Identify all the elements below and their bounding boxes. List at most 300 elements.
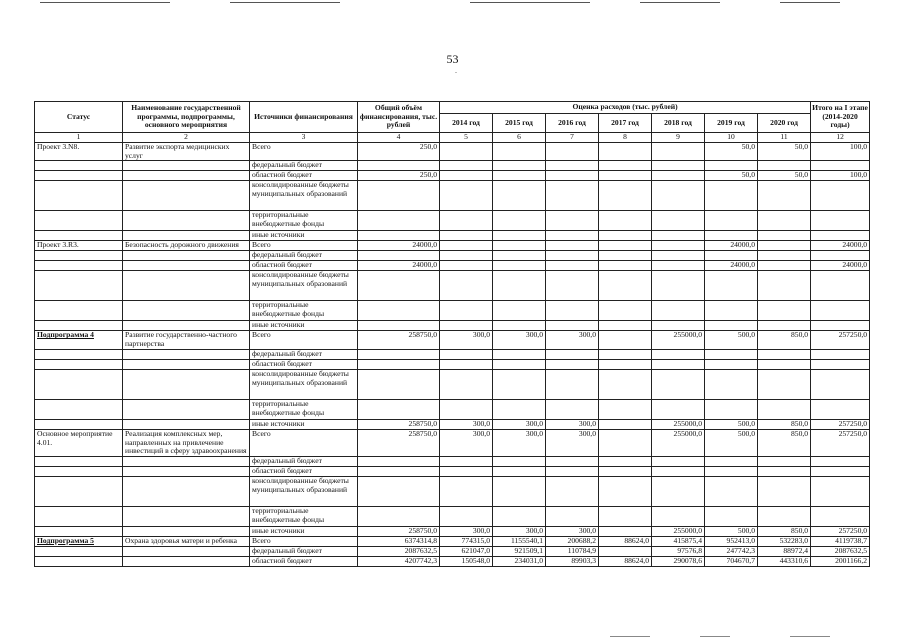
value-cell	[652, 369, 705, 399]
value-cell: 24000,0	[705, 261, 758, 271]
table-row	[35, 241, 870, 251]
name-cell	[123, 251, 250, 261]
table-row	[35, 419, 870, 429]
value-cell	[758, 349, 811, 359]
value-cell: 2001166,2	[811, 557, 870, 567]
source-cell: федеральный бюджет	[250, 457, 358, 467]
name-cell: Развитие экспорта медицинских услуг	[123, 143, 250, 161]
name-cell	[123, 527, 250, 537]
value-cell	[493, 181, 546, 211]
value-cell	[599, 457, 652, 467]
column-number: 7	[546, 133, 599, 143]
name-cell: Безопасность дорожного движения	[123, 241, 250, 251]
value-cell	[652, 161, 705, 171]
value-cell	[652, 349, 705, 359]
value-cell	[758, 271, 811, 301]
value-cell	[546, 231, 599, 241]
table-row	[35, 429, 870, 456]
status-cell	[35, 211, 123, 231]
status-cell	[35, 241, 123, 251]
value-cell	[811, 211, 870, 231]
table-row	[35, 527, 870, 537]
table-row	[35, 399, 870, 419]
value-cell	[599, 251, 652, 261]
status-cell	[35, 231, 123, 241]
scan-bottom-rule	[790, 636, 830, 637]
table-row	[35, 143, 870, 161]
table-row	[35, 369, 870, 399]
table-row	[35, 161, 870, 171]
value-cell: 300,0	[546, 527, 599, 537]
value-cell	[493, 241, 546, 251]
value-cell: 88624,0	[599, 537, 652, 547]
value-cell	[358, 321, 440, 331]
value-cell	[758, 457, 811, 467]
value-cell: 290078,6	[652, 557, 705, 567]
value-cell: 774315,0	[440, 537, 493, 547]
page-mark: .	[455, 66, 457, 75]
value-cell	[758, 231, 811, 241]
status-label: Проект 3.R3.	[37, 240, 79, 250]
status-cell	[35, 171, 123, 181]
value-cell	[493, 211, 546, 231]
value-cell	[546, 457, 599, 467]
value-cell	[599, 211, 652, 231]
column-number: 11	[758, 133, 811, 143]
value-cell	[599, 231, 652, 241]
value-cell	[705, 359, 758, 369]
value-cell	[440, 171, 493, 181]
status-cell	[35, 301, 123, 321]
name-cell: Реализация комплексных мер, направленных на привлечение инвестиций в сферу здравоохранения	[123, 429, 250, 456]
value-cell	[440, 211, 493, 231]
status-cell	[35, 399, 123, 419]
name-cell	[123, 261, 250, 271]
source-cell: консолидированные бюджеты муниципальных образований	[250, 271, 358, 301]
value-cell	[440, 507, 493, 527]
source-cell: федеральный бюджет	[250, 251, 358, 261]
value-cell: 6374314,8	[358, 537, 440, 547]
table-row	[35, 271, 870, 301]
value-cell	[493, 251, 546, 261]
value-cell: 257250,0	[811, 331, 870, 349]
value-cell	[546, 181, 599, 211]
value-cell: 300,0	[440, 331, 493, 349]
status-cell	[35, 467, 123, 477]
year-header: 2017 год	[599, 114, 652, 133]
value-cell	[652, 467, 705, 477]
value-cell	[358, 161, 440, 171]
value-cell	[705, 467, 758, 477]
value-cell	[652, 359, 705, 369]
value-cell	[758, 301, 811, 321]
value-cell: 300,0	[493, 419, 546, 429]
year-header: 2020 год	[758, 114, 811, 133]
value-cell	[652, 457, 705, 467]
value-cell: 1155540,1	[493, 537, 546, 547]
name-cell	[123, 477, 250, 507]
scan-top-rule	[640, 2, 720, 3]
scan-top-rule	[470, 2, 590, 3]
value-cell	[493, 457, 546, 467]
value-cell	[358, 467, 440, 477]
value-cell	[546, 467, 599, 477]
value-cell	[705, 161, 758, 171]
status-cell	[35, 429, 123, 456]
value-cell	[652, 507, 705, 527]
value-cell: 532283,0	[758, 537, 811, 547]
value-cell	[599, 241, 652, 251]
value-cell	[358, 251, 440, 261]
value-cell	[546, 349, 599, 359]
value-cell: 100,0	[811, 171, 870, 181]
source-cell: территориальные внебюджетные фонды	[250, 301, 358, 321]
value-cell: 2087632,5	[811, 547, 870, 557]
table-row	[35, 557, 870, 567]
value-cell	[440, 301, 493, 321]
value-cell: 50,0	[758, 143, 811, 161]
value-cell	[546, 477, 599, 507]
budget-table	[34, 101, 870, 567]
value-cell	[599, 467, 652, 477]
source-cell: Всего	[250, 143, 358, 161]
name-cell	[123, 301, 250, 321]
value-cell	[599, 507, 652, 527]
table-row	[35, 477, 870, 507]
value-cell: 89903,3	[546, 557, 599, 567]
value-cell	[652, 171, 705, 181]
name-cell	[123, 181, 250, 211]
column-number: 8	[599, 133, 652, 143]
value-cell	[493, 477, 546, 507]
value-cell	[358, 359, 440, 369]
status-cell	[35, 251, 123, 261]
table-row	[35, 331, 870, 349]
scan-top-rule	[40, 2, 170, 3]
value-cell	[546, 241, 599, 251]
scan-bottom-rule	[700, 636, 730, 637]
value-cell	[358, 399, 440, 419]
value-cell	[493, 507, 546, 527]
column-number: 1	[35, 133, 123, 143]
value-cell	[546, 369, 599, 399]
value-cell	[546, 321, 599, 331]
value-cell	[440, 321, 493, 331]
value-cell	[811, 457, 870, 467]
table-row	[35, 321, 870, 331]
status-cell	[35, 181, 123, 211]
value-cell	[652, 399, 705, 419]
status-cell	[35, 557, 123, 567]
value-cell	[705, 369, 758, 399]
source-cell: областной бюджет	[250, 261, 358, 271]
table-row	[35, 171, 870, 181]
source-cell: областной бюджет	[250, 171, 358, 181]
value-cell	[705, 211, 758, 231]
value-cell	[758, 321, 811, 331]
value-cell	[440, 251, 493, 261]
value-cell: 50,0	[705, 171, 758, 181]
value-cell	[811, 467, 870, 477]
value-cell: 300,0	[546, 429, 599, 456]
value-cell	[758, 467, 811, 477]
value-cell	[599, 261, 652, 271]
table-row	[35, 467, 870, 477]
value-cell: 250,0	[358, 143, 440, 161]
value-cell: 850,0	[758, 331, 811, 349]
source-cell: территориальные внебюджетные фонды	[250, 507, 358, 527]
value-cell: 88972,4	[758, 547, 811, 557]
value-cell: 257250,0	[811, 527, 870, 537]
value-cell	[705, 271, 758, 301]
value-cell	[358, 231, 440, 241]
value-cell: 850,0	[758, 527, 811, 537]
value-cell	[758, 399, 811, 419]
value-cell: 300,0	[493, 429, 546, 456]
table-row	[35, 457, 870, 467]
status-cell	[35, 419, 123, 429]
status-cell	[35, 527, 123, 537]
column-number: 10	[705, 133, 758, 143]
status-label: Подпрограмма 5	[37, 536, 94, 546]
table-row	[35, 181, 870, 211]
value-cell: 88624,0	[599, 557, 652, 567]
status-label: Проект 3.N8.	[37, 142, 80, 151]
value-cell: 850,0	[758, 429, 811, 456]
value-cell: 621047,0	[440, 547, 493, 557]
value-cell	[652, 271, 705, 301]
value-cell	[758, 261, 811, 271]
value-cell	[599, 429, 652, 456]
value-cell	[440, 477, 493, 507]
value-cell	[546, 359, 599, 369]
source-cell: иные источники	[250, 321, 358, 331]
value-cell: 850,0	[758, 419, 811, 429]
value-cell	[811, 477, 870, 507]
name-cell	[123, 271, 250, 301]
name-cell	[123, 211, 250, 231]
value-cell	[493, 231, 546, 241]
year-header: 2016 год	[546, 114, 599, 133]
value-cell: 921509,1	[493, 547, 546, 557]
value-cell	[758, 241, 811, 251]
name-cell	[123, 467, 250, 477]
name-cell	[123, 321, 250, 331]
value-cell	[758, 507, 811, 527]
value-cell	[652, 143, 705, 161]
value-cell	[493, 271, 546, 301]
value-cell	[358, 211, 440, 231]
value-cell	[440, 181, 493, 211]
name-cell	[123, 231, 250, 241]
column-number: 2	[123, 133, 250, 143]
value-cell: 50,0	[705, 143, 758, 161]
value-cell	[705, 507, 758, 527]
value-cell: 500,0	[705, 331, 758, 349]
source-cell: иные источники	[250, 527, 358, 537]
value-cell	[811, 161, 870, 171]
header-total: Общий объём финансирования, тыс. рублей	[358, 102, 440, 133]
value-cell: 300,0	[546, 331, 599, 349]
table-row	[35, 251, 870, 261]
table-row	[35, 507, 870, 527]
value-cell: 443310,6	[758, 557, 811, 567]
value-cell	[546, 251, 599, 261]
value-cell	[546, 211, 599, 231]
name-cell	[123, 359, 250, 369]
value-cell	[705, 477, 758, 507]
value-cell	[811, 271, 870, 301]
value-cell	[599, 399, 652, 419]
value-cell	[652, 211, 705, 231]
value-cell	[546, 161, 599, 171]
source-cell: Всего	[250, 241, 358, 251]
value-cell	[599, 271, 652, 301]
source-cell: консолидированные бюджеты муниципальных образований	[250, 181, 358, 211]
value-cell	[599, 477, 652, 507]
value-cell	[652, 251, 705, 261]
value-cell	[493, 359, 546, 369]
value-cell	[493, 467, 546, 477]
value-cell	[705, 457, 758, 467]
status-cell	[35, 331, 123, 349]
value-cell	[599, 171, 652, 181]
value-cell	[758, 369, 811, 399]
name-cell	[123, 457, 250, 467]
value-cell	[811, 369, 870, 399]
value-cell: 257250,0	[811, 429, 870, 456]
table-row	[35, 547, 870, 557]
value-cell	[440, 143, 493, 161]
column-number: 3	[250, 133, 358, 143]
header-itogo: Итого на I этапе (2014-2020 годы)	[811, 102, 870, 133]
name-cell	[123, 507, 250, 527]
value-cell	[652, 477, 705, 507]
value-cell	[811, 321, 870, 331]
value-cell	[358, 369, 440, 399]
value-cell	[358, 507, 440, 527]
value-cell	[758, 181, 811, 211]
name-cell	[123, 419, 250, 429]
year-header: 2015 год	[493, 114, 546, 133]
value-cell: 247742,3	[705, 547, 758, 557]
value-cell: 258750,0	[358, 527, 440, 537]
value-cell	[705, 181, 758, 211]
value-cell: 300,0	[546, 419, 599, 429]
source-cell: Всего	[250, 537, 358, 547]
value-cell	[599, 359, 652, 369]
value-cell	[599, 369, 652, 399]
value-cell	[440, 399, 493, 419]
table-row	[35, 349, 870, 359]
value-cell	[599, 527, 652, 537]
value-cell: 250,0	[358, 171, 440, 181]
value-cell	[652, 301, 705, 321]
name-cell	[123, 161, 250, 171]
source-cell: федеральный бюджет	[250, 547, 358, 557]
value-cell	[599, 331, 652, 349]
source-cell: областной бюджет	[250, 467, 358, 477]
value-cell: 24000,0	[705, 241, 758, 251]
source-cell: Всего	[250, 331, 358, 349]
value-cell: 50,0	[758, 171, 811, 181]
name-cell	[123, 369, 250, 399]
value-cell	[599, 181, 652, 211]
status-cell	[35, 507, 123, 527]
value-cell: 300,0	[440, 429, 493, 456]
value-cell	[599, 143, 652, 161]
header-row	[35, 102, 870, 114]
value-cell: 500,0	[705, 419, 758, 429]
column-number: 9	[652, 133, 705, 143]
value-cell	[493, 321, 546, 331]
value-cell: 255000,0	[652, 419, 705, 429]
value-cell: 255000,0	[652, 527, 705, 537]
scan-bottom-rule	[610, 636, 650, 637]
value-cell	[440, 369, 493, 399]
scan-top-rule	[230, 2, 340, 3]
value-cell	[546, 261, 599, 271]
status-cell	[35, 271, 123, 301]
value-cell	[811, 399, 870, 419]
source-cell: иные источники	[250, 419, 358, 429]
value-cell	[599, 419, 652, 429]
value-cell	[546, 301, 599, 321]
value-cell	[705, 399, 758, 419]
status-label: Подпрограмма 4	[37, 330, 94, 340]
name-cell: Развитие государственно-частного партнерства	[123, 331, 250, 349]
name-cell	[123, 557, 250, 567]
year-header: 2019 год	[705, 114, 758, 133]
header-status: Статус	[35, 102, 123, 133]
value-cell: 24000,0	[358, 261, 440, 271]
header-estimate: Оценка расходов (тыс. рублей)	[440, 102, 811, 114]
header-name: Наименование государственной программы, подпрограммы, основного мероприятия	[123, 102, 250, 133]
value-cell	[811, 231, 870, 241]
value-cell	[599, 161, 652, 171]
value-cell	[758, 251, 811, 261]
value-cell	[811, 359, 870, 369]
table-row	[35, 261, 870, 271]
value-cell: 150548,0	[440, 557, 493, 567]
source-cell: консолидированные бюджеты муниципальных образований	[250, 477, 358, 507]
value-cell	[599, 321, 652, 331]
value-cell	[440, 359, 493, 369]
value-cell	[440, 457, 493, 467]
value-cell	[705, 301, 758, 321]
value-cell: 704670,7	[705, 557, 758, 567]
value-cell	[358, 349, 440, 359]
value-cell	[493, 161, 546, 171]
status-cell	[35, 161, 123, 171]
value-cell: 4119738,7	[811, 537, 870, 547]
value-cell	[652, 241, 705, 251]
status-cell	[35, 349, 123, 359]
status-cell	[35, 477, 123, 507]
column-number: 6	[493, 133, 546, 143]
value-cell	[652, 321, 705, 331]
value-cell: 24000,0	[358, 241, 440, 251]
value-cell: 24000,0	[811, 261, 870, 271]
value-cell	[758, 477, 811, 507]
value-cell: 258750,0	[358, 419, 440, 429]
value-cell	[811, 349, 870, 359]
value-cell	[758, 161, 811, 171]
value-cell	[599, 301, 652, 321]
value-cell	[493, 349, 546, 359]
source-cell: областной бюджет	[250, 359, 358, 369]
value-cell	[440, 161, 493, 171]
